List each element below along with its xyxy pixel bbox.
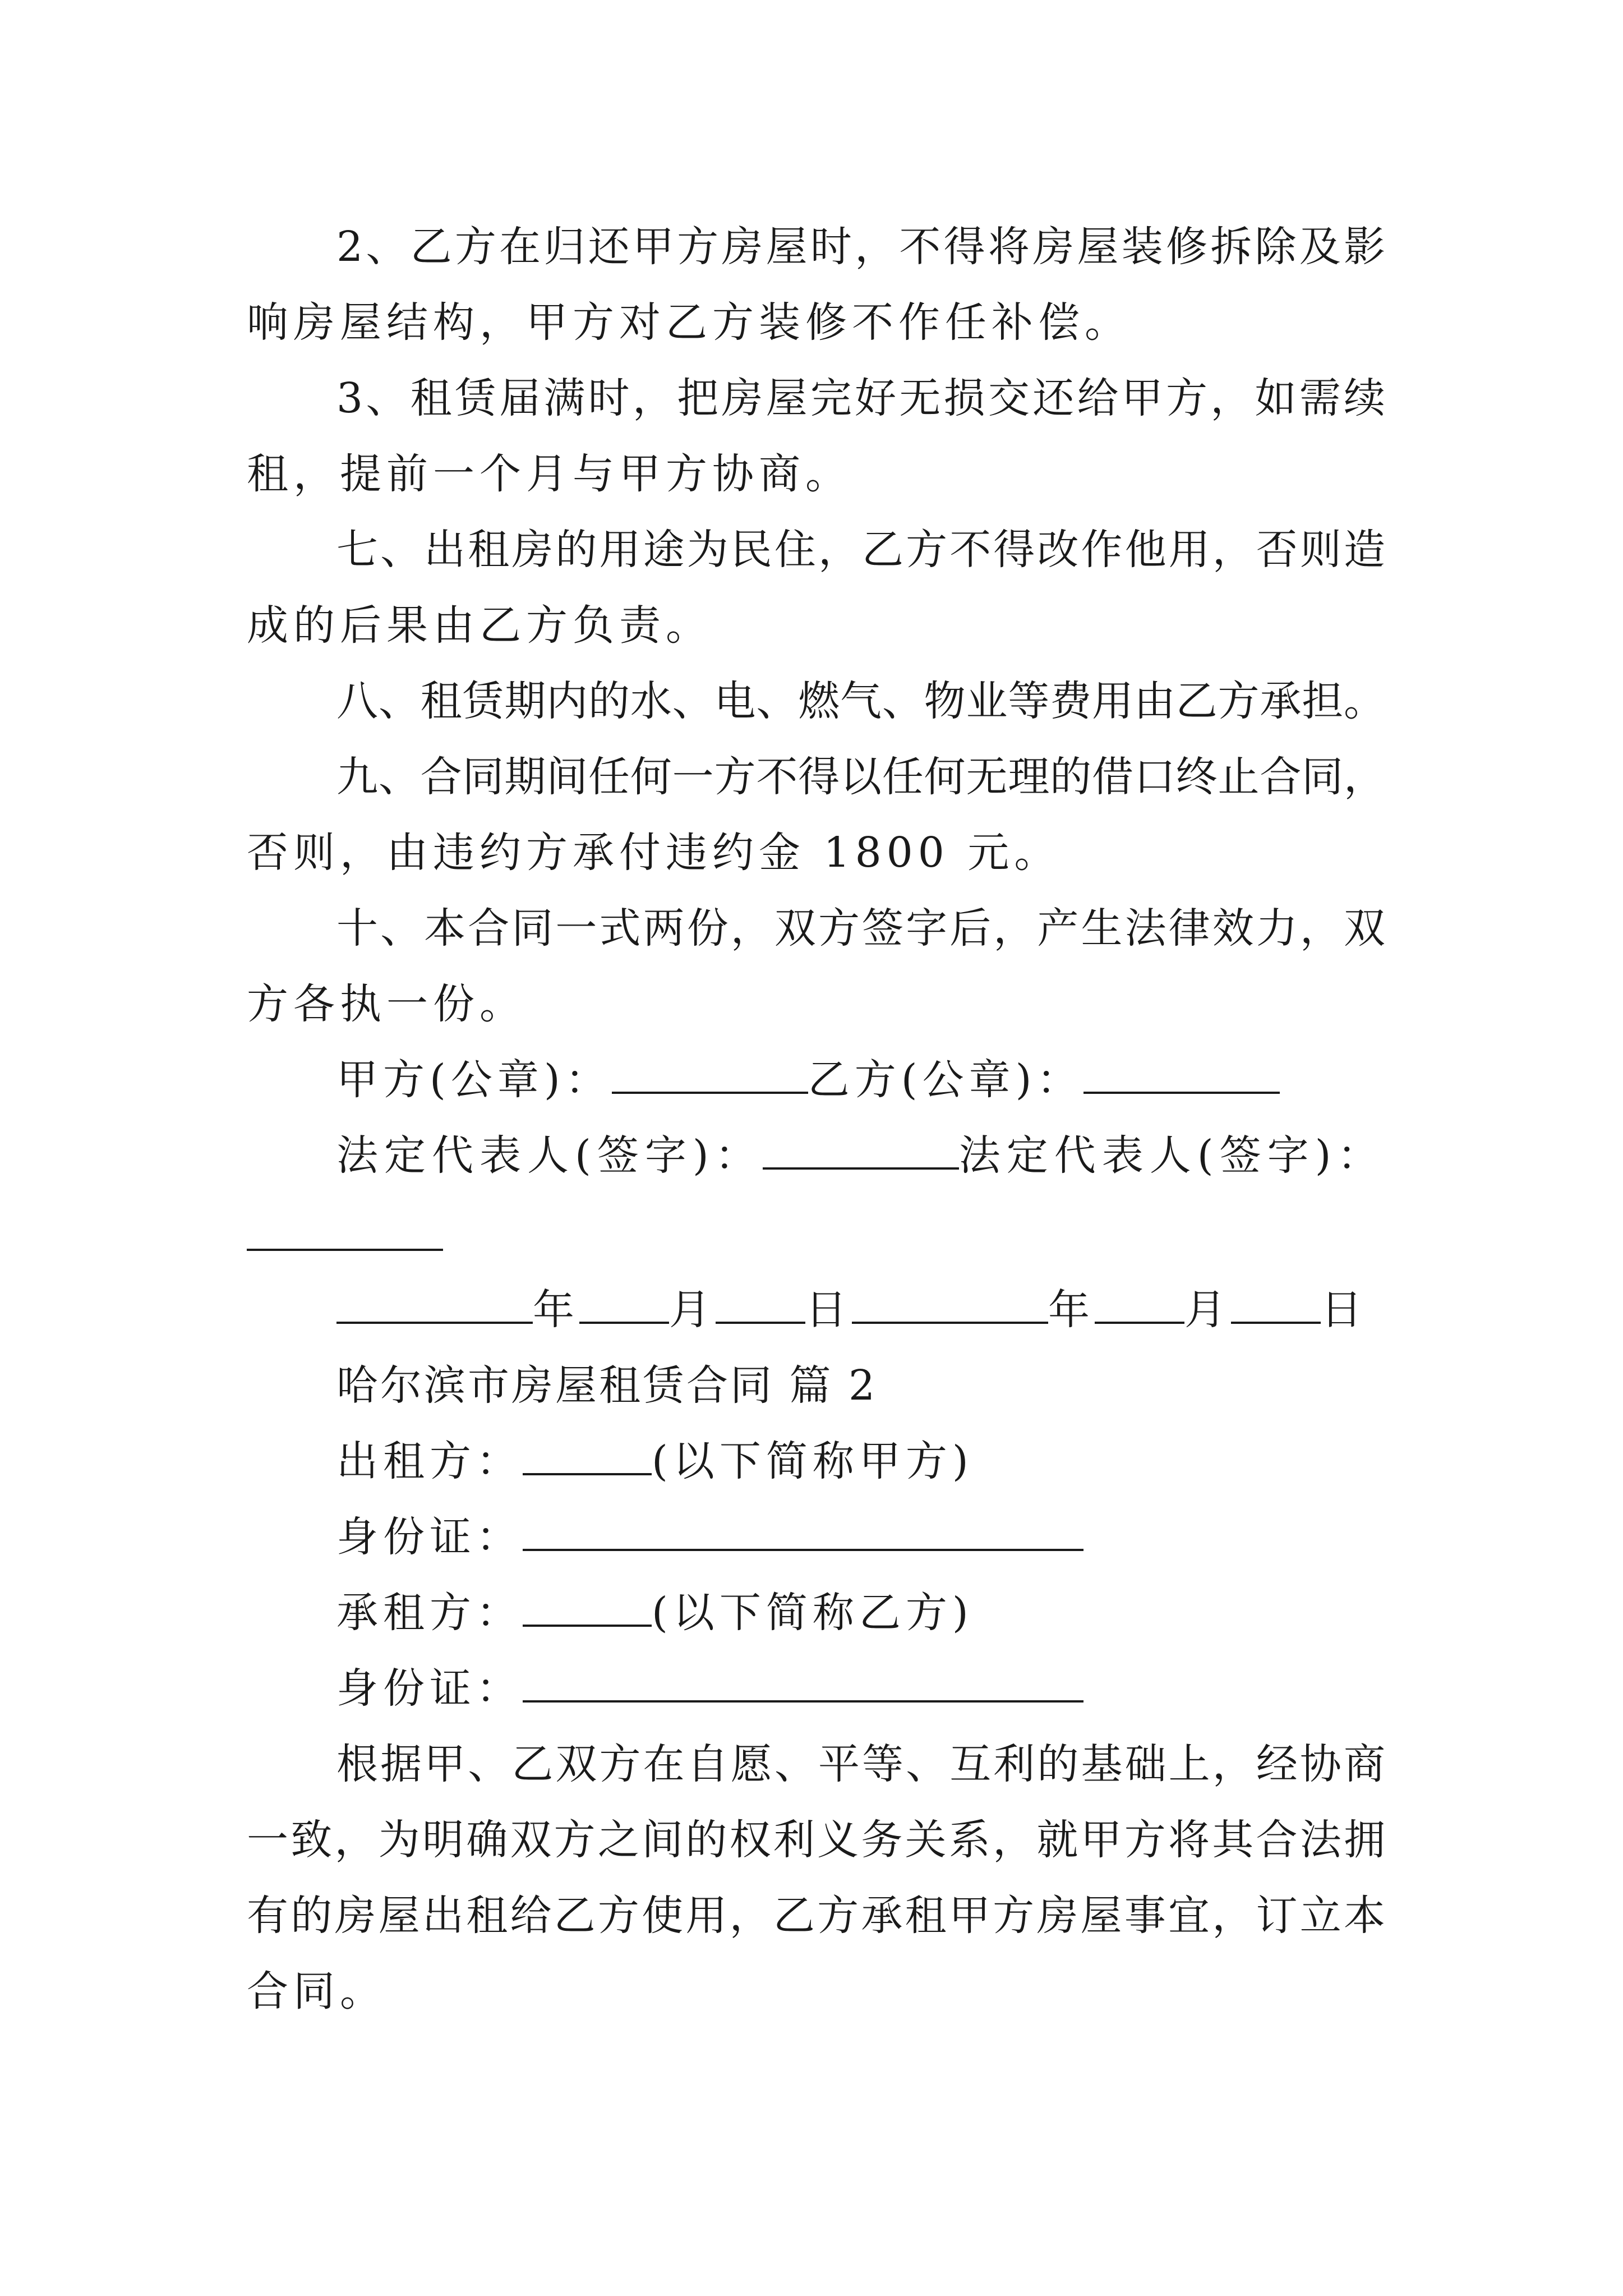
- year-b-label: 年: [1048, 1286, 1095, 1334]
- month-b-label: 月: [1184, 1286, 1231, 1334]
- clause-10-line-2: 方各执一份。: [247, 980, 526, 1028]
- clause-7-line-1: 七、出租房的用途为民住，乙方不得改作他用，否则造: [336, 526, 1385, 574]
- legal-rep-b-label: 法定代表人(签字)：: [958, 1131, 1385, 1180]
- clause-8-line-1: 八、租赁期内的水、电、燃气、物业等费用由乙方承担。: [336, 677, 1385, 725]
- month-a-field[interactable]: [579, 1282, 669, 1324]
- seal-row: [336, 1052, 1385, 1108]
- party-a-seal-label: 甲方(公章)：: [336, 1056, 612, 1104]
- clause-9-line-1: 九、合同期间任何一方不得以任何无理的借口终止合同，: [336, 753, 1385, 801]
- lessee-id-label: 身份证：: [336, 1664, 523, 1713]
- legal-rep-row: [336, 1128, 1385, 1184]
- lessor-id-row: [336, 1509, 1385, 1565]
- lessor-field[interactable]: [523, 1434, 652, 1475]
- clause-7-line-2: 成的后果由乙方负责。: [247, 601, 712, 650]
- intro-line-1: 根据甲、乙双方在自愿、平等、互利的基础上，经协商: [336, 1740, 1385, 1788]
- month-a-label: 月: [669, 1286, 716, 1334]
- party-a-seal-field[interactable]: [612, 1052, 808, 1094]
- year-a-field[interactable]: [336, 1282, 533, 1324]
- lessee-note: (以下简称乙方): [652, 1589, 974, 1637]
- party-b-seal-label: 乙方(公章)：: [808, 1056, 1083, 1104]
- lessor-id-field[interactable]: [523, 1510, 1083, 1551]
- clause-10-line-1: 十、本合同一式两份，双方签字后，产生法律效力，双: [336, 904, 1385, 953]
- lessor-label: 出租方：: [336, 1437, 523, 1485]
- clause-2-line-1: 2、乙方在归还甲方房屋时，不得将房屋装修拆除及影: [336, 223, 1385, 271]
- lessee-id-field[interactable]: [523, 1661, 1083, 1703]
- clause-3-line-2: 租，提前一个月与甲方协商。: [247, 450, 852, 498]
- day-b-label: 日: [1321, 1286, 1367, 1334]
- intro-line-2: 一致，为明确双方之间的权利义务关系，就甲方将其合法拥: [247, 1816, 1385, 1864]
- intro-line-4: 合同。: [247, 1967, 386, 2016]
- legal-rep-a-field[interactable]: [763, 1128, 959, 1170]
- intro-line-3: 有的房屋出租给乙方使用，乙方承租甲方房屋事宜，订立本: [247, 1892, 1385, 1940]
- year-a-label: 年: [533, 1286, 579, 1334]
- lessee-label: 承租方：: [336, 1589, 523, 1637]
- lessor-note: (以下简称甲方): [652, 1437, 974, 1485]
- clause-3-line-1: 3、租赁届满时，把房屋完好无损交还给甲方，如需续: [336, 374, 1385, 422]
- lessee-row: [336, 1585, 1385, 1641]
- lessor-row: [336, 1433, 1385, 1489]
- month-b-field[interactable]: [1095, 1282, 1184, 1324]
- day-a-field[interactable]: [716, 1282, 805, 1324]
- clause-2-line-2: 响房屋结构，甲方对乙方装修不作任补偿。: [247, 298, 1131, 347]
- lessor-id-label: 身份证：: [336, 1513, 523, 1561]
- day-a-label: 日: [805, 1286, 852, 1334]
- date-row: [336, 1282, 1385, 1338]
- clause-9-line-2: 否则，由违约方承付违约金 1800 元。: [247, 829, 1061, 877]
- contract-2-title: 哈尔滨市房屋租赁合同 篇 2: [336, 1361, 878, 1410]
- year-b-field[interactable]: [852, 1282, 1048, 1324]
- party-b-seal-field[interactable]: [1083, 1052, 1280, 1094]
- legal-rep-a-label: 法定代表人(签字)：: [336, 1131, 763, 1180]
- legal-rep-b-field[interactable]: [247, 1249, 443, 1251]
- lessee-field[interactable]: [523, 1585, 652, 1627]
- lessee-id-row: [336, 1660, 1385, 1717]
- day-b-field[interactable]: [1231, 1282, 1321, 1324]
